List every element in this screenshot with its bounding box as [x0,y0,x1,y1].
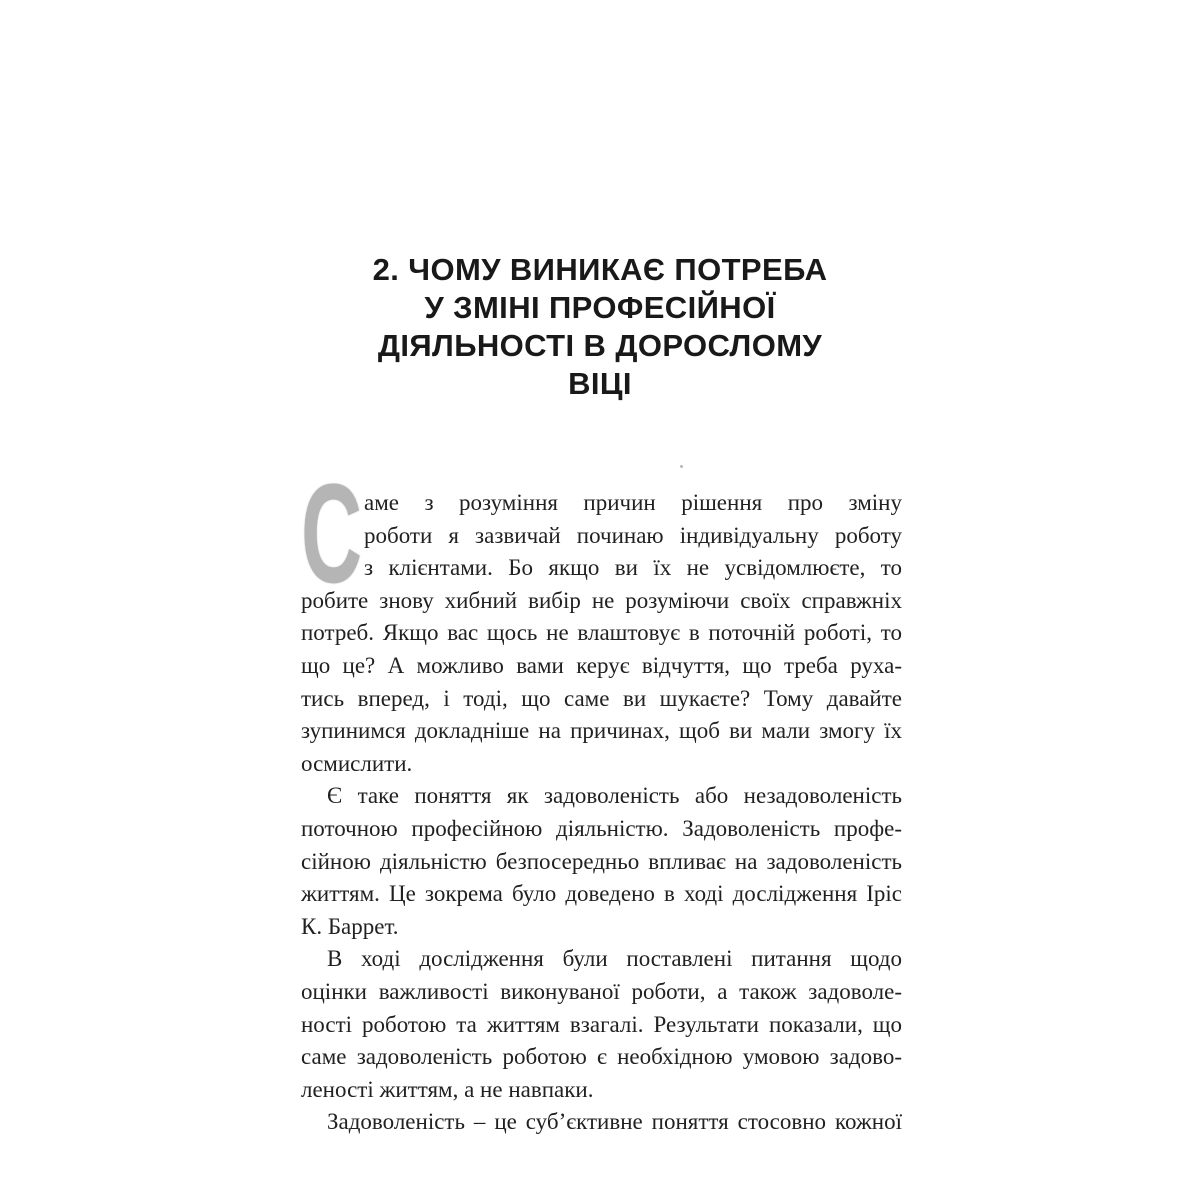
body-line: В ході дослідження були поставлені питання щодо [327,946,902,972]
chapter-title-line: 2. ЧОМУ ВИНИКАЄ ПОТРЕБА [372,252,828,287]
body-text-column [301,454,902,1139]
body-line: потреб. Якщо вас щось не влаштовує в поточній роботі, то [301,620,902,646]
chapter-title [290,251,910,403]
scan-speck [680,465,683,468]
body-line: що це? А можливо вами керує відчуття, що треба руха- [301,652,902,678]
body-line: леності життям, а не навпаки. [301,1076,594,1102]
body-line: з клієнтами. Бо якщо ви їх не усвідомлюєте, то [364,555,902,581]
body-line: зупинимся докладніше на причинах, щоб ви мали змогу їх [301,718,902,744]
body-line: Задоволеність – це суб’єктивне поняття стосовно кожної [327,1109,902,1135]
body-line: життям. Це зокрема було доведено в ході дослідження Іріс [301,881,902,907]
body-line: аме з розуміння причин рішення про зміну [364,490,902,515]
chapter-title-line: У ЗМІНІ ПРОФЕСІЙНОЇ [424,290,776,325]
paragraph [301,943,902,1106]
body-line: Є таке поняття як задоволеність або незадоволеність [327,783,902,809]
body-line: ності роботою та життям взагалі. Результати показали, що [301,1011,902,1037]
body-line: саме задоволеність роботою є необхідною умовою задово- [301,1044,902,1070]
drop-cap-letter: С [301,454,363,612]
body-line: поточною професійною діяльністю. Задоволеність профе- [301,815,902,841]
body-line: робите знову хибний вибір не розуміючи своїх справжніх [301,587,902,613]
chapter-title-line: ВІЦІ [568,366,632,401]
paragraph [301,487,902,780]
body-line: сійною діяльністю безпосередньо впливає на задоволеність [301,848,902,874]
body-line: К. Баррет. [301,913,399,939]
chapter-title-line: ДІЯЛЬНОСТІ В ДОРОСЛОМУ [377,328,823,363]
paragraph [301,780,902,943]
body-line: осмислити. [301,750,413,776]
body-line: роботи я зазвичай починаю індивідуальну роботу [364,522,902,548]
paragraph [301,1106,902,1139]
body-line: тись вперед, і тоді, що саме ви шукаєте? Тому давайте [301,685,902,711]
body-line: оцінки важливості виконуваної роботи, а також задоволе- [301,978,902,1004]
